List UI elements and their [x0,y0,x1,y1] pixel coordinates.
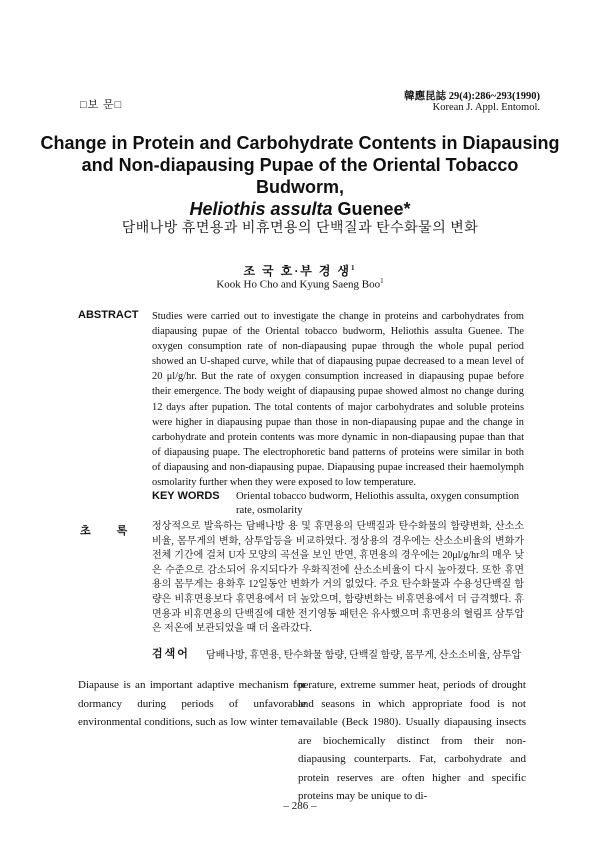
abstract-text: Studies were carried out to investigate the change in proteins and carbohydrates from diapausing pupae of the Oriental tobacco budworm, Heliothis assulta Guenee. The oxygen consumption rate of non-diapausing pupae through the whole pupal period showed an U-shaped curve, while that of diapausing pupae decreased to a mean level of 20 μl/g/hr. But the rate of oxygen consumption increased in diapausing pupae before their emergence. The body weight of diapausing pupae showed almost no change during 12 days after pupation. The total contents of major carbohydrates and soluble proteins were higher in diapausing pupae than those in non-diapausing pupae and the change in carbohydrate and protein contents was more dynamic in non-diapausing pupae than that of diapausing puape. The electrophoretic band patterns of proteins were similar in both of diapausing and non-diapausing pupae. Diapausing pupae increased their haemolymph osmolarity further when they were exposed to low temperature. [152,311,524,489]
english-authors-names: Kook Ho Cho and Kyung Saeng Boo [216,278,381,291]
body-column-left: Diapause is an important adaptive mechanism for dormancy during periods of unfavorable environmental conditions, such as low winter tem- [78,679,306,728]
korean-abstract-text: 정상적으로 발육하는 담배나방 용 및 휴면용의 단백질과 탄수화물의 함량변화, 산소소비율, 몸무게의 변화, 삼투압등을 비교하였다. 정상용의 경우에는 산소소비율의 변화가 전체 기간에 걸쳐 U자 모양의 곡선을 보인 반면, 휴면용의 경우에는 20μl/g/hr의 매우 낮은 수준으로 감소되어 유지되다가 우화직전에 산소소비율이 다시 높아졌다. 또한 휴면용의 몸무게는 용화후 12일동안 변화가 거의 없었다. 주요 탄수화물과 수용성단백질 함량은 비휴면용보다 휴면용에서 더 높았으며, 함량변화는 비휴면용에서 더 급격했다. 휴면용과 비휴면용의 단백질에 대한 전기영동 패턴은 유사했으며 휴면용의 혈림프 삼투압은 저온에 보관되었을 때 더 올라갔다. [152,521,524,635]
english-authors-affiliation-mark: 1 [380,277,384,285]
korean-keywords-text: 담배나방, 휴면용, 탄수화물 함량, 단백질 함량, 몸무게, 산소소비율, 삼투압 [206,650,522,661]
page-number: – 286 – [283,800,317,812]
title-species: Heliothis assulta [189,199,333,219]
paper-title [40,132,560,220]
title-line2: and Non-diapausing Pupae of the Oriental Tobacco Budworm, [81,155,519,197]
korean-title: 담배나방 휴면용과 비휴면용의 단백질과 탄수화물의 변화 [121,221,479,236]
abstract-label: ABSTRACT [78,309,139,321]
korean-keywords-label: 검색어 [152,648,190,660]
korean-authors-names: 조 국 호·부 경 생 [243,264,352,278]
title-line1: Change in Protein and Carbohydrate Contents in Diapausing [40,133,560,153]
korean-abstract-label: 초록 [80,525,154,537]
journal-citation-line1: 韓應昆誌 29(4):286~293(1990) [404,91,540,102]
journal-citation-line2: Korean J. Appl. Entomol. [432,102,540,113]
journal-citation [404,91,540,113]
title-line3-rest: Guenee* [332,199,411,219]
english-authors [40,277,560,291]
keywords-label: KEY WORDS [152,490,220,502]
korean-authors-affiliation-mark: 1 [351,264,357,272]
body-column-right: perature, extreme summer heat, periods of drought and seasons in which appropriate food is not available (Beck 1980). Usually diapausing insects are biochemically distinct from their non-diapausing counterparts. Fat, carbohydrate and protein reserves are often higher and specific proteins may be unique to di- [298,679,526,802]
keywords-text: Oriental tobacco budworm, Heliothis assulta, oxygen consumption rate, osmolarity [236,491,520,516]
article-type-tag: □보 문□ [80,99,123,111]
